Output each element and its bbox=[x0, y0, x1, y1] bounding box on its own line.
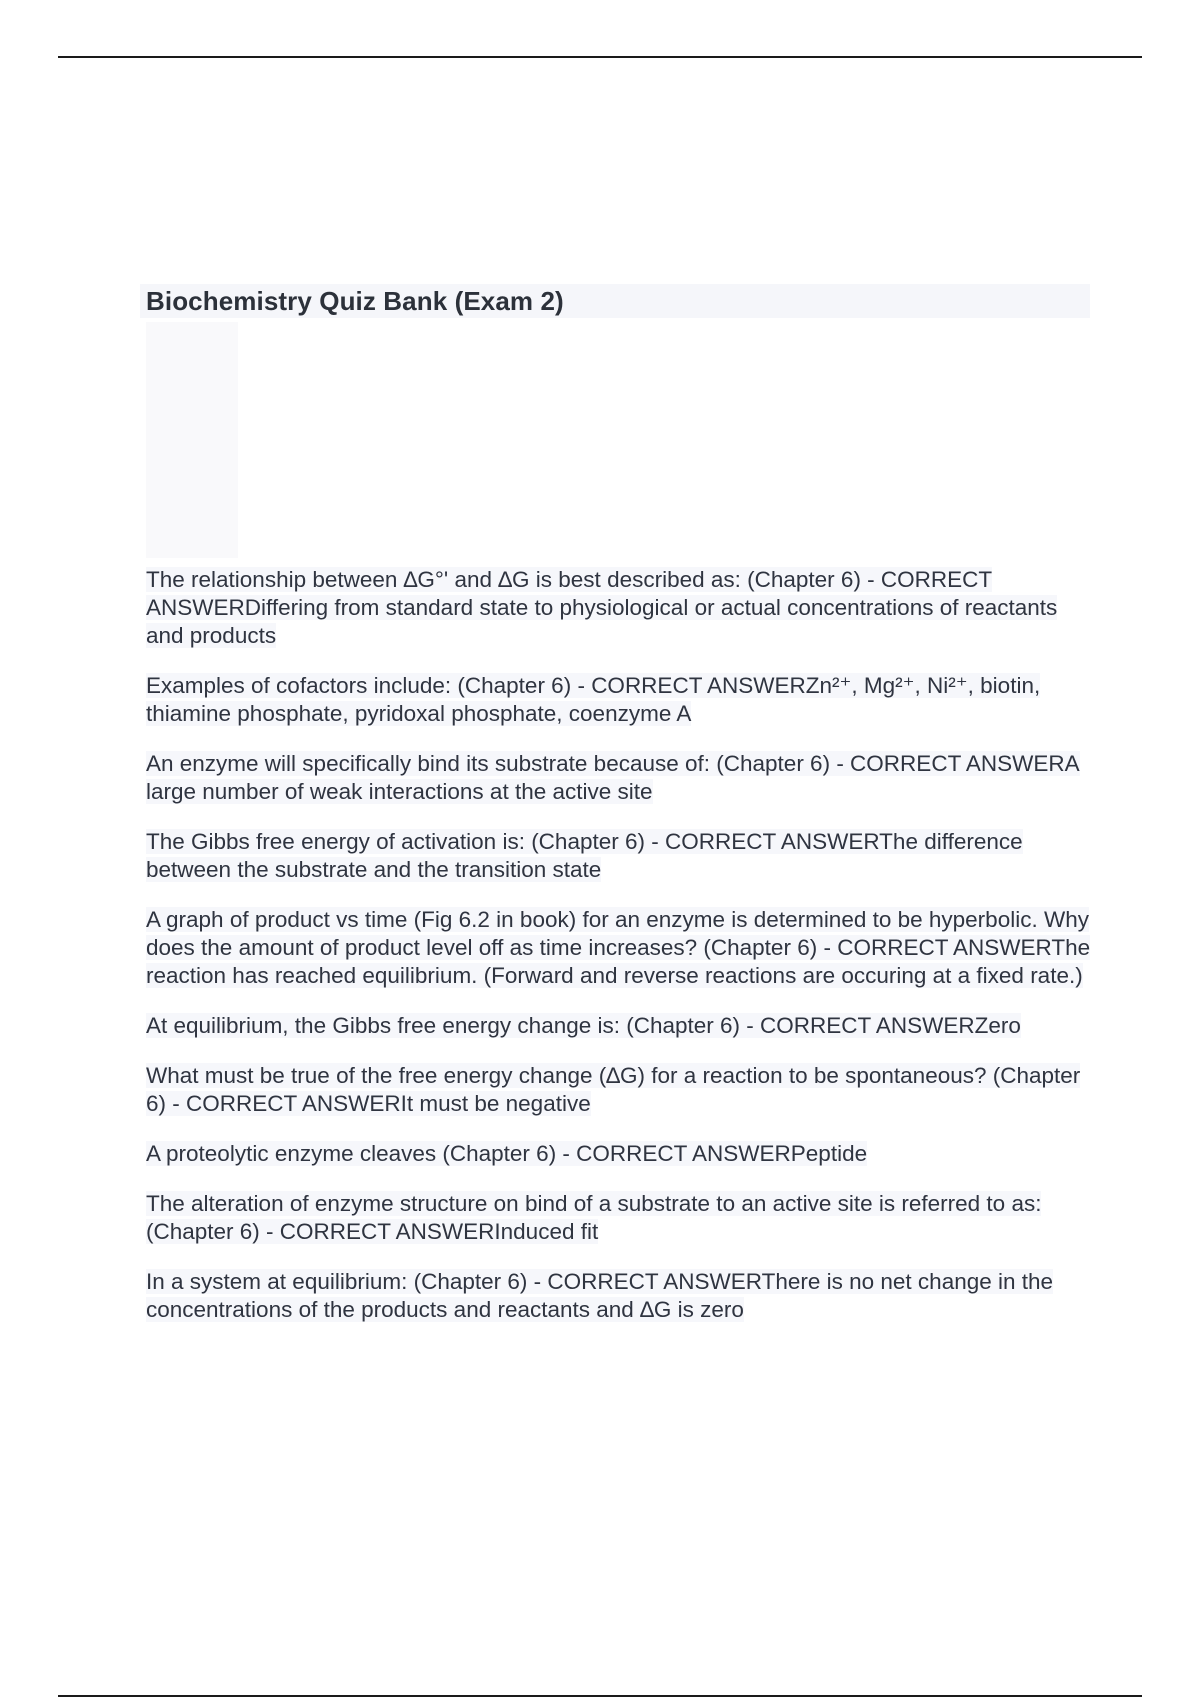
list-item bbox=[146, 1062, 1096, 1118]
question-text: A proteolytic enzyme cleaves (Chapter 6) - CORRECT ANSWERPeptide bbox=[146, 1141, 868, 1166]
question-list bbox=[146, 566, 1096, 1346]
page-title: Biochemistry Quiz Bank (Exam 2) bbox=[146, 286, 564, 316]
list-item bbox=[146, 1140, 1096, 1168]
list-item bbox=[146, 672, 1096, 728]
question-text: A graph of product vs time (Fig 6.2 in book) for an enzyme is determined to be hyperbolic. Why does the amount of product level off as time increases? (Chapter 6) - CORRECT ANSWERThe reaction has reached equilibrium. (Forward and reverse reactions are occuring at a fixed rate.) bbox=[146, 907, 1091, 988]
list-item bbox=[146, 906, 1096, 990]
question-text: Examples of cofactors include: (Chapter 6) - CORRECT ANSWERZn²⁺, Mg²⁺, Ni²⁺, biotin, thiamine phosphate, pyridoxal phosphate, coenzyme A bbox=[146, 673, 1041, 726]
question-text: The Gibbs free energy of activation is: (Chapter 6) - CORRECT ANSWERThe difference between the substrate and the transition state bbox=[146, 829, 1023, 882]
list-item bbox=[146, 1268, 1096, 1324]
question-text: The alteration of enzyme structure on bind of a substrate to an active site is referred to as: (Chapter 6) - CORRECT ANSWERInduced fit bbox=[146, 1191, 1042, 1244]
question-text: At equilibrium, the Gibbs free energy change is: (Chapter 6) - CORRECT ANSWERZero bbox=[146, 1013, 1021, 1038]
top-divider bbox=[58, 56, 1142, 58]
blank-image-area bbox=[146, 322, 238, 558]
list-item bbox=[146, 1190, 1096, 1246]
list-item bbox=[146, 1012, 1096, 1040]
question-text: In a system at equilibrium: (Chapter 6) - CORRECT ANSWERThere is no net change in the concentrations of the products and reactants and ∆G is zero bbox=[146, 1269, 1054, 1322]
bottom-divider bbox=[58, 1695, 1142, 1697]
list-item bbox=[146, 828, 1096, 884]
question-text: An enzyme will specifically bind its substrate because of: (Chapter 6) - CORRECT ANSWERA large number of weak interactions at the active site bbox=[146, 751, 1080, 804]
question-text: What must be true of the free energy change (∆G) for a reaction to be spontaneous? (Chapter 6) - CORRECT ANSWERIt must be negative bbox=[146, 1063, 1081, 1116]
question-text: The relationship between ∆G°' and ∆G is best described as: (Chapter 6) - CORRECT ANSWERDiffering from standard state to physiological or actual concentrations of reactants and products bbox=[146, 567, 1058, 648]
list-item bbox=[146, 566, 1096, 650]
list-item bbox=[146, 750, 1096, 806]
